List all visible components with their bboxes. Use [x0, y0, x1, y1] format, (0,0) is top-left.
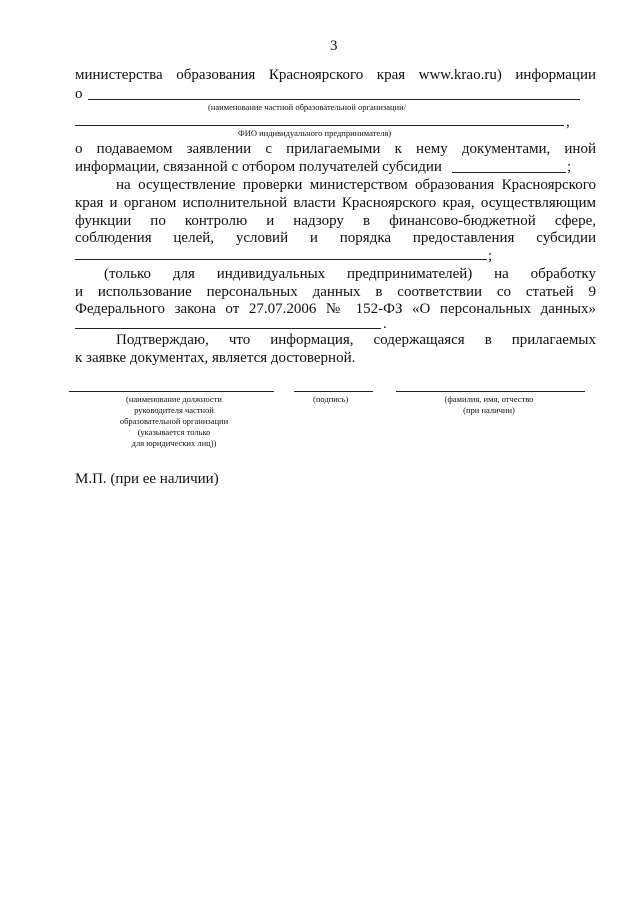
- p2-line4: соблюдения целей, условий и порядка предоставления субсидии: [75, 230, 596, 246]
- p1-line4: о подаваемом заявлении с прилагаемыми к нему документами, иной: [75, 141, 596, 157]
- stamp-placeholder: М.П. (при ее наличии): [75, 471, 219, 487]
- p1-line5: информации, связанной с отбором получателей субсидии: [75, 159, 442, 175]
- p4-line2: к заявке документах, является достоверной.: [75, 350, 356, 366]
- org-name-field[interactable]: [88, 99, 580, 100]
- fullname-signature-line[interactable]: [396, 391, 585, 392]
- ip-name-field[interactable]: [75, 125, 564, 126]
- caption-fullname: [414, 394, 564, 416]
- p3-line2: и использование персональных данных в соответствии со статьей 9: [75, 284, 596, 300]
- p1-line1: министерства образования Красноярского края www.krao.ru) информации: [75, 67, 596, 83]
- p1-line3-end: ,: [566, 114, 570, 130]
- caption-position-line: (наименование должности: [126, 394, 222, 404]
- caption-fullname-line: (фамилия, имя, отчество: [444, 394, 534, 404]
- p1-line5-end: ;: [567, 159, 572, 175]
- caption-position-line: для юридических лиц)): [131, 438, 217, 448]
- caption-ip-name: ФИО индивидуального предпринимателя): [238, 128, 392, 138]
- p3-line1: (только для индивидуальных предпринимателей) на обработку: [104, 266, 596, 282]
- p2-line2: края и органом исполнительной власти Красноярского края, осуществляющим: [75, 195, 596, 211]
- caption-position-line: (указывается только: [137, 427, 211, 437]
- p3-line4-end: .: [383, 316, 387, 332]
- caption-fullname-line: (при наличии): [463, 405, 515, 415]
- position-signature-line[interactable]: [69, 391, 274, 392]
- p3-line3: Федерального закона от 27.07.2006 № 152-ФЗ «О персональных данных»: [75, 301, 596, 317]
- caption-position: [84, 394, 264, 449]
- p4-line1: Подтверждаю, что информация, содержащаяся в прилагаемых: [116, 332, 596, 348]
- subsidy-field-1[interactable]: [452, 172, 566, 173]
- p2-line3: функции по контролю и надзору в финансово-бюджетной сфере,: [75, 213, 596, 229]
- caption-position-line: образовательной организации: [119, 416, 229, 426]
- p2-line5-end: ;: [488, 248, 493, 264]
- caption-signature: (подпись): [313, 394, 349, 404]
- subsidy-field-2[interactable]: [75, 259, 487, 260]
- signature-line[interactable]: [294, 391, 373, 392]
- personal-data-field[interactable]: [75, 328, 381, 329]
- page-number: 3: [330, 38, 338, 54]
- p2-line1: на осуществление проверки министерством образования Красноярского: [116, 177, 596, 193]
- caption-org-name: (наименование частной образовательной организации/: [208, 102, 407, 112]
- caption-position-line: руководителя частной: [134, 405, 214, 415]
- p1-line2-start: о: [75, 86, 83, 102]
